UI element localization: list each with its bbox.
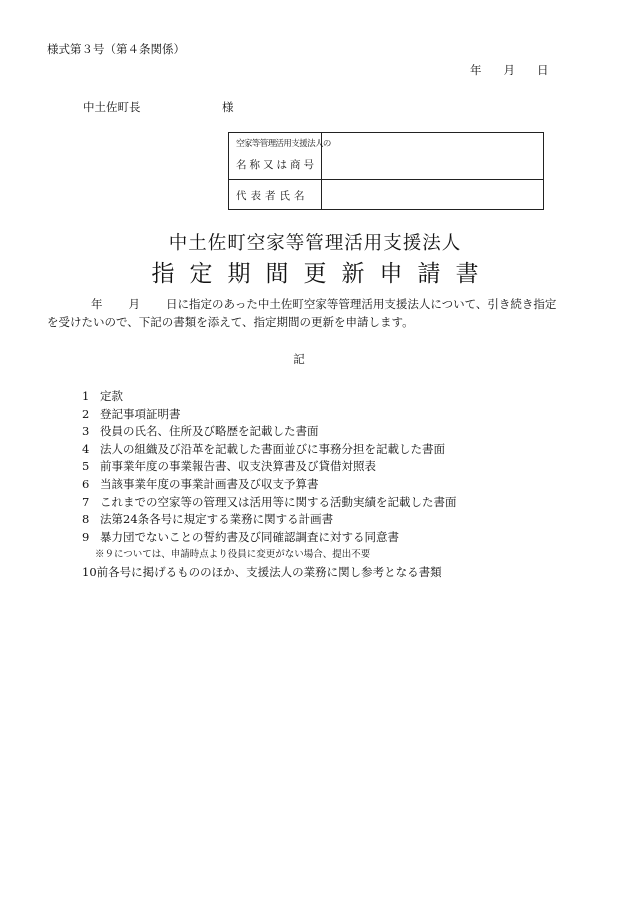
rep-label: 代表者氏名 — [236, 190, 309, 202]
item-text: 前各号に掲げるもののほか、支援法人の業務に関し参考となる書類 — [96, 564, 442, 579]
item-number: 9 — [82, 529, 90, 544]
item-number: 10 — [82, 564, 97, 579]
list-item — [82, 423, 457, 441]
body-month: 月 — [128, 297, 140, 311]
item-text: これまでの空家等の管理又は活用等に関する活動実績を記載した書面 — [100, 494, 457, 509]
date-year: 年 — [470, 63, 482, 77]
rep-label-cell — [229, 180, 322, 210]
name-label-small: 空家等管理活用支援法人の — [236, 139, 331, 149]
name-label-cell — [229, 133, 331, 179]
body-text: 日に指定のあった中土佐町空家等管理活用支援法人について、引き続き指定を受けたいので、下記の書類を添えて、指定期間の更新を申請します。 — [47, 297, 557, 329]
item-text: 当該事業年度の事業計画書及び収支予算書 — [100, 476, 319, 491]
item-text: 登記事項証明書 — [100, 406, 181, 421]
list-item — [82, 441, 457, 459]
list-item — [82, 564, 457, 582]
item-number: 2 — [82, 406, 90, 421]
title-line2: 指定期間更新申請書 — [151, 261, 494, 287]
item-text: 暴力団でないことの誓約書及び同確認調査に対する同意書 — [100, 529, 399, 544]
title-line1: 中土佐町空家等管理活用支援法人 — [168, 233, 462, 254]
note-text: ※９については、申請時点より役員に変更がない場合、提出不要 — [95, 549, 371, 561]
item-text: 役員の氏名、住所及び略歴を記載した書面 — [100, 424, 319, 439]
addressee-honorific: 様 — [222, 100, 234, 114]
application-body — [47, 295, 567, 331]
date-month: 月 — [503, 63, 515, 77]
item-text: 定款 — [100, 389, 123, 403]
list-item — [82, 406, 457, 424]
ki-heading: 記 — [293, 352, 305, 366]
list-item — [82, 388, 457, 406]
document-list — [82, 388, 457, 582]
item-number: 8 — [82, 512, 90, 527]
applicant-info-table — [228, 132, 544, 210]
date-line — [470, 62, 549, 78]
name-label: 名称又は商号 — [236, 159, 317, 171]
addressee-name: 中土佐町長 — [83, 100, 141, 114]
list-item — [82, 476, 457, 494]
item-text: 法第24条各号に規定する業務に関する計画書 — [100, 512, 334, 527]
item-number: 6 — [82, 476, 90, 491]
item-number: 5 — [82, 459, 90, 474]
body-year: 年 — [91, 297, 103, 311]
list-item — [82, 511, 457, 529]
list-item — [82, 494, 457, 512]
item-number: 3 — [82, 424, 90, 439]
item-number: 7 — [82, 494, 90, 509]
item-number: 1 — [82, 389, 90, 403]
item-text: 法人の組織及び沿革を記載した書面並びに事務分担を記載した書面 — [100, 441, 445, 456]
list-item — [82, 529, 457, 547]
date-day: 日 — [537, 63, 549, 77]
table-row-name — [229, 133, 543, 180]
form-number: 様式第３号（第４条関係） — [47, 42, 185, 56]
item-number: 4 — [82, 441, 90, 456]
table-row-representative — [229, 180, 543, 210]
list-item — [82, 458, 457, 476]
item-text: 前事業年度の事業報告書、収支決算書及び貸借対照表 — [100, 459, 376, 474]
